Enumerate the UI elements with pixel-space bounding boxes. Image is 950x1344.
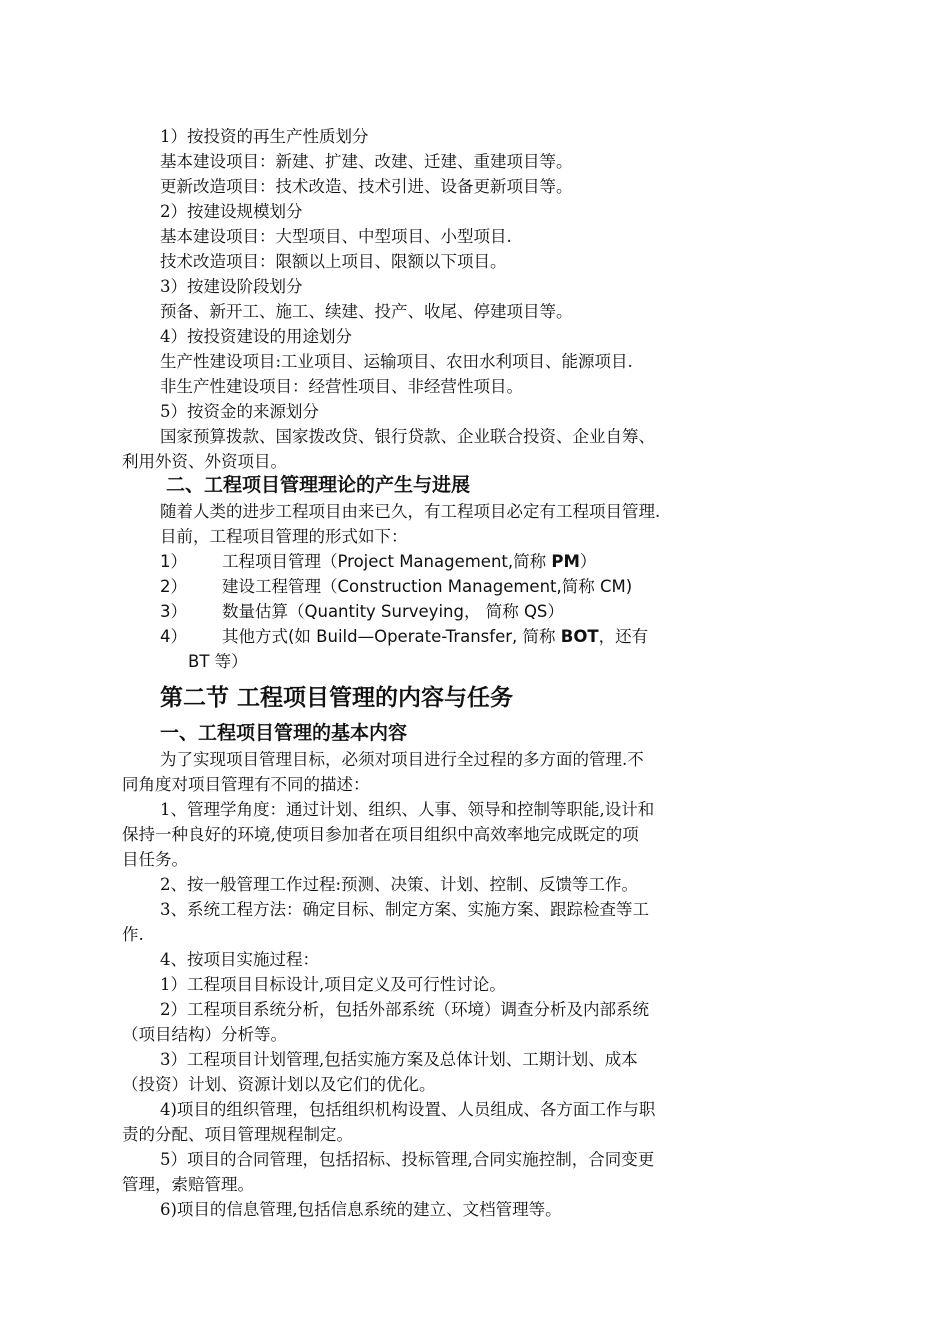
text-line: 5）项目的合同管理，包括招标、投标管理,合同实施控制，合同变更 bbox=[160, 1150, 655, 1169]
text-line: 国家预算拨款、国家拨改贷、银行贷款、企业联合投资、企业自筹、 bbox=[160, 427, 655, 446]
text-line: 作. bbox=[122, 925, 144, 944]
text-line: 4）按投资建设的用途划分 bbox=[160, 327, 352, 346]
text-line: 同角度对项目管理有不同的描述： bbox=[122, 775, 370, 794]
text-line: 保持一种良好的环境,使项目参加者在项目组织中高效率地完成既定的项 bbox=[122, 825, 639, 844]
list-bold: BOT bbox=[560, 627, 599, 646]
text-line: 3）工程项目计划管理,包括实施方案及总体计划、工期计划、成本 bbox=[160, 1050, 638, 1069]
text-line: 3）按建设阶段划分 bbox=[160, 277, 303, 296]
text-line: 更新改造项目：技术改造、技术引进、设备更新项目等。 bbox=[160, 177, 573, 196]
list-number: 3） bbox=[160, 602, 187, 621]
text-line: 2）按建设规模划分 bbox=[160, 202, 303, 221]
text-line: 4、按项目实施过程： bbox=[160, 950, 319, 969]
text-line: 3、系统工程方法：确定目标、制定方案、实施方案、跟踪检查等工 bbox=[160, 900, 649, 919]
list-number: 1） bbox=[160, 552, 187, 571]
list-text: 建设工程管理（Construction Management,简称 CM) bbox=[222, 577, 633, 596]
text-line: 生产性建设项目:工业项目、运输项目、农田水利项目、能源项目. bbox=[160, 352, 633, 371]
text-line: 目任务。 bbox=[122, 850, 188, 869]
text-line: 管理，索赔管理。 bbox=[122, 1175, 254, 1194]
text-line: （项目结构）分析等。 bbox=[122, 1025, 287, 1044]
text-line: 责的分配、项目管理规程制定。 bbox=[122, 1125, 353, 1144]
list-number: 4） bbox=[160, 627, 187, 646]
section-heading: 二、工程项目管理理论的产生与进展 bbox=[166, 474, 471, 496]
text-line: 2、按一般管理工作过程:预测、决策、计划、控制、反馈等工作。 bbox=[160, 875, 639, 894]
list-number: 2） bbox=[160, 577, 187, 596]
list-item-continuation: BT 等） bbox=[188, 652, 248, 671]
list-item bbox=[0, 624, 950, 649]
text-line: 随着人类的进步工程项目由来已久，有工程项目必定有工程项目管理. bbox=[160, 502, 661, 521]
text-line: （投资）计划、资源计划以及它们的优化。 bbox=[122, 1075, 436, 1094]
text-line: 利用外资、外资项目。 bbox=[122, 452, 287, 471]
text-line: 6)项目的信息管理,包括信息系统的建立、文档管理等。 bbox=[160, 1200, 562, 1219]
text-line: 1、管理学角度：通过计划、组织、人事、领导和控制等职能,设计和 bbox=[160, 800, 655, 819]
list-item bbox=[0, 574, 950, 599]
text-line: 5）按资金的来源划分 bbox=[160, 402, 319, 421]
list-item bbox=[0, 599, 950, 624]
list-text-end: ） bbox=[579, 552, 597, 571]
list-item bbox=[0, 549, 950, 574]
text-line: 1）工程项目目标设计,项目定义及可行性讨论。 bbox=[160, 975, 506, 994]
list-text: 其他方式(如 Build—Operate-Transfer, 简称 bbox=[222, 627, 561, 646]
text-line: 为了实现项目管理目标，必须对项目进行全过程的多方面的管理.不 bbox=[160, 750, 644, 769]
text-line: 预备、新开工、施工、续建、投产、收尾、停建项目等。 bbox=[160, 302, 573, 321]
list-text: 数量估算（Quantity Surveying， 简称 QS） bbox=[222, 602, 564, 621]
section-heading: 一、工程项目管理的基本内容 bbox=[160, 722, 408, 744]
list-bold: PM bbox=[551, 552, 580, 571]
text-line: 2）工程项目系统分析，包括外部系统（环境）调查分析及内部系统 bbox=[160, 1000, 649, 1019]
text-line: 技术改造项目：限额以上项目、限额以下项目。 bbox=[160, 252, 507, 271]
text-line: 非生产性建设项目：经营性项目、非经营性项目。 bbox=[160, 377, 523, 396]
text-line: 基本建设项目：大型项目、中型项目、小型项目. bbox=[160, 227, 512, 246]
list-text-end: ，还有 bbox=[598, 627, 649, 646]
text-line: 目前，工程项目管理的形式如下： bbox=[160, 527, 408, 546]
chapter-heading: 第二节 工程项目管理的内容与任务 bbox=[160, 685, 514, 711]
text-line: 4)项目的组织管理，包括组织机构设置、人员组成、各方面工作与职 bbox=[160, 1100, 656, 1119]
text-line: 1）按投资的再生产性质划分 bbox=[160, 127, 369, 146]
text-line: 基本建设项目：新建、扩建、改建、迁建、重建项目等。 bbox=[160, 152, 573, 171]
list-text: 工程项目管理（Project Management,简称 bbox=[222, 552, 552, 571]
